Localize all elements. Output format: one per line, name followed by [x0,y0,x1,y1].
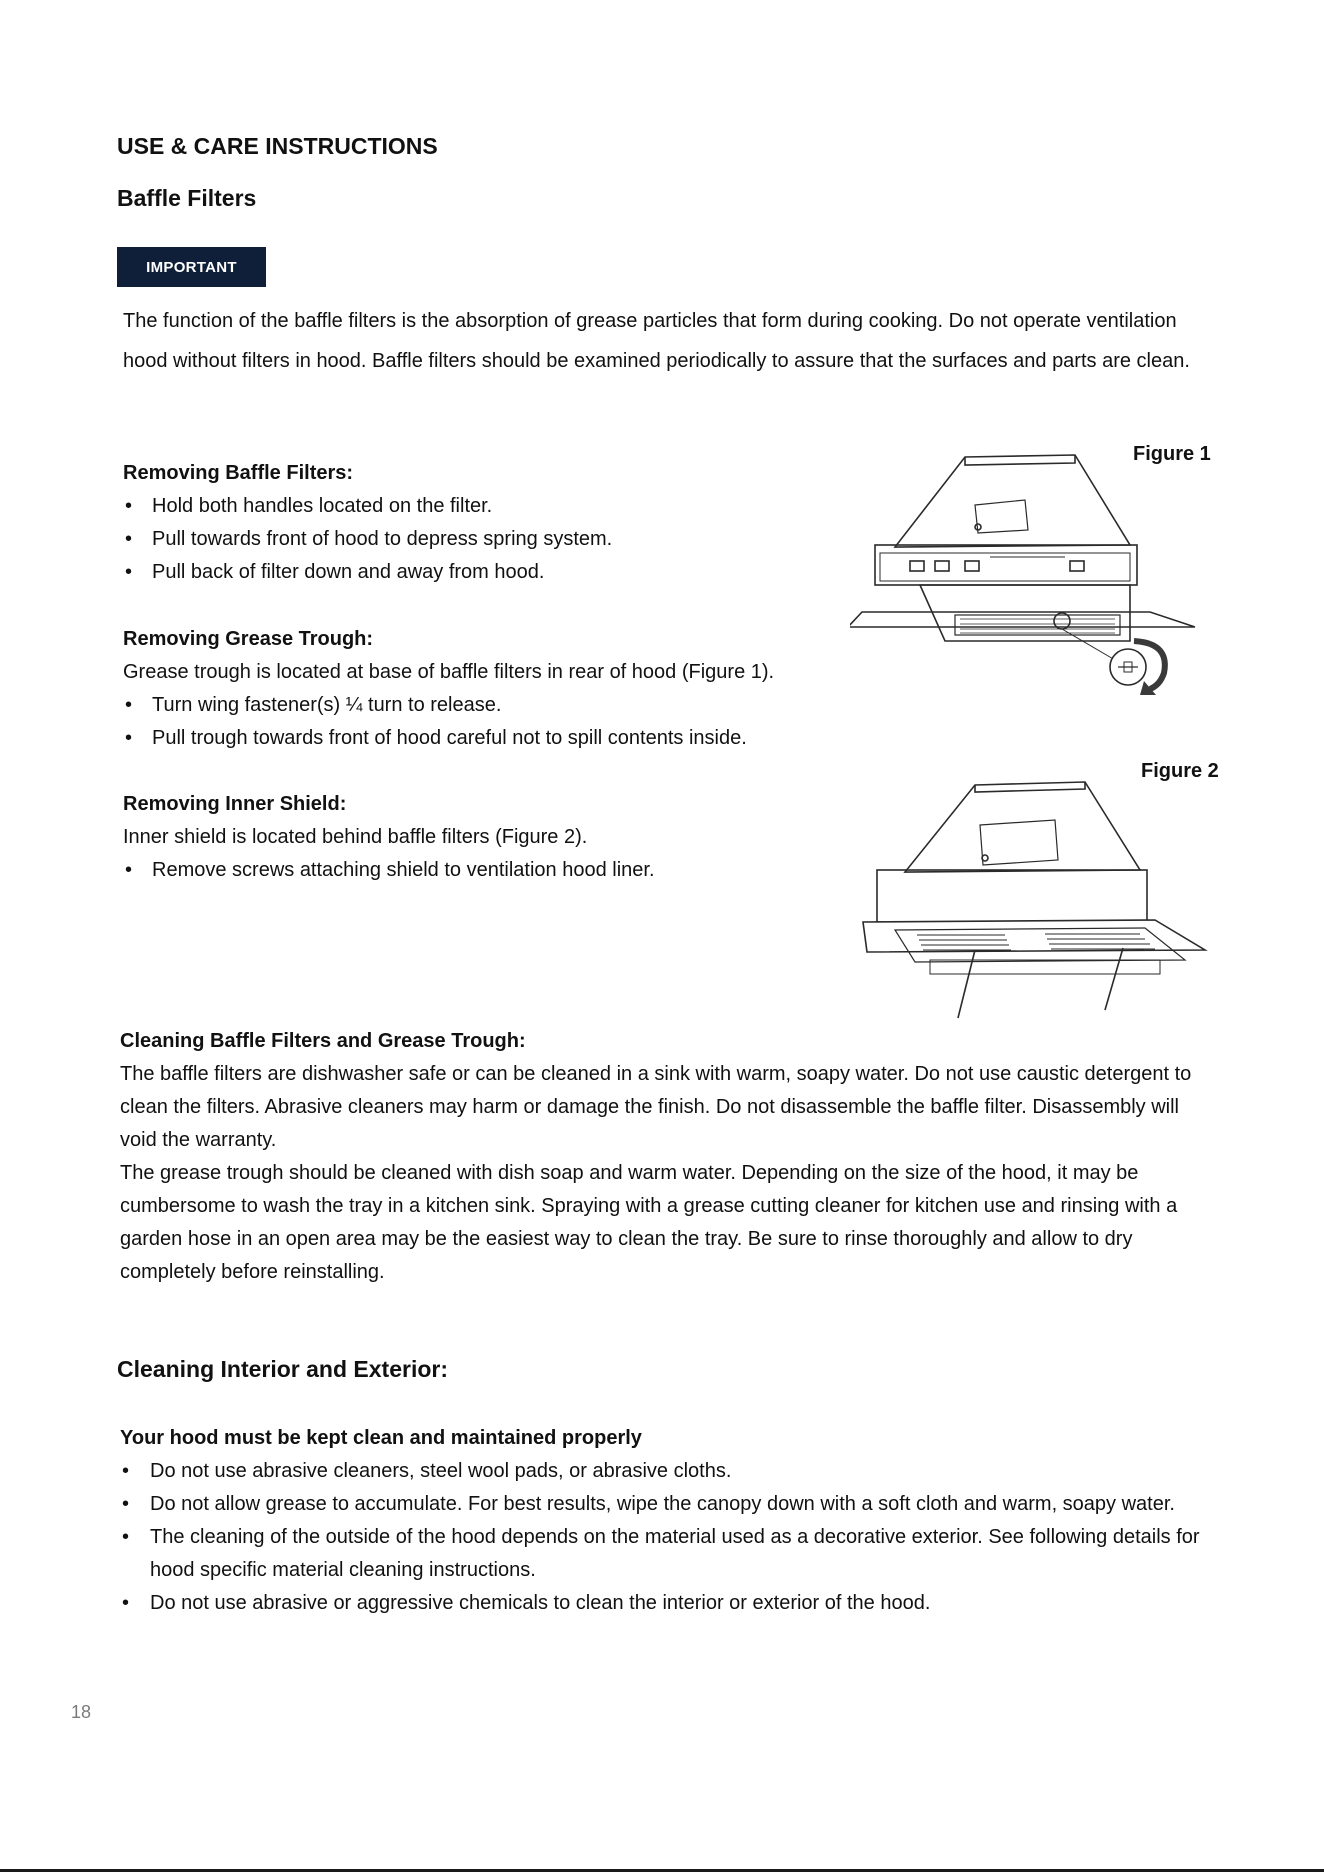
list-item: • Pull trough towards front of hood careful not to spill contents inside. [123,722,863,755]
page-number: 18 [71,1702,92,1722]
cleaning-filters-title: Cleaning Baffle Filters and Grease Trough: [120,1030,526,1052]
list-item: • Pull back of filter down and away from hood. [123,556,843,589]
figure-1-hood-illustration [850,445,1200,715]
removing-trough-intro: Grease trough is located at base of baffle filters in rear of hood (Figure 1). [123,661,775,683]
list-item: • Hold both handles located on the filter. [123,490,843,523]
figure-2-label: Figure 2 [1141,760,1219,782]
removing-baffle-section [123,457,843,589]
removing-shield-intro: Inner shield is located behind baffle filters (Figure 2). [123,826,588,848]
removing-shield-section [123,788,863,887]
important-badge: IMPORTANT [117,247,266,287]
removing-shield-list [123,854,863,887]
list-item: • Do not use abrasive cleaners, steel wool pads, or abrasive cloths. [120,1455,1210,1488]
removing-shield-title: Removing Inner Shield: [123,793,347,815]
cleaning-filters-paragraph-1: The baffle filters are dishwasher safe or can be cleaned in a sink with warm, soapy water. Do not use caustic detergent to clean the filters. Abrasive cleaners may harm or damage the finish. Do not disassemble the baffle filter. Disassembly will void the warranty. [120,1063,1192,1151]
list-item: • Turn wing fastener(s) ¼ turn to release. [123,689,863,722]
figure-2-hood-illustration [855,770,1210,1020]
cleaning-interior-subtitle: Your hood must be kept clean and maintained properly [120,1427,642,1449]
cleaning-interior-list [120,1455,1210,1620]
list-item: • The cleaning of the outside of the hood depends on the material used as a decorative exterior. See following details for hood specific material cleaning instructions. [120,1521,1210,1587]
page-title: USE & CARE INSTRUCTIONS [117,133,438,159]
section-heading-baffle-filters: Baffle Filters [117,185,257,211]
figure-1-label: Figure 1 [1133,443,1211,465]
removing-baffle-title: Removing Baffle Filters: [123,462,354,484]
cleaning-filters-section [120,1025,1210,1289]
cleaning-interior-heading: Cleaning Interior and Exterior: [117,1356,448,1382]
removing-trough-section [123,623,863,755]
cleaning-filters-paragraph-2: The grease trough should be cleaned with dish soap and warm water. Depending on the size of the hood, it may be cumbersome to wash the tray in a kitchen sink. Spraying with a grease cutting cleaner for kitchen use and rinsing with a garden hose in an open area may be the easiest way to clean the tray. Be sure to rinse thoroughly and allow to dry completely before reinstalling. [120,1162,1178,1283]
list-item: • Do not allow grease to accumulate. For best results, wipe the canopy down with a soft cloth and warm, soapy water. [120,1488,1210,1521]
list-item: • Pull towards front of hood to depress spring system. [123,523,843,556]
removing-trough-title: Removing Grease Trough: [123,628,374,650]
removing-baffle-list [123,490,843,589]
cleaning-interior-section [120,1422,1210,1620]
list-item: • Do not use abrasive or aggressive chemicals to clean the interior or exterior of the hood. [120,1587,1210,1620]
removing-trough-list [123,689,863,755]
list-item: • Remove screws attaching shield to ventilation hood liner. [123,854,863,887]
important-text: The function of the baffle filters is the absorption of grease particles that form during cooking. Do not operate ventilation hood without filters in hood. Baffle filters should be examined periodically to assure that the surfaces and parts are clean. [123,310,1190,372]
